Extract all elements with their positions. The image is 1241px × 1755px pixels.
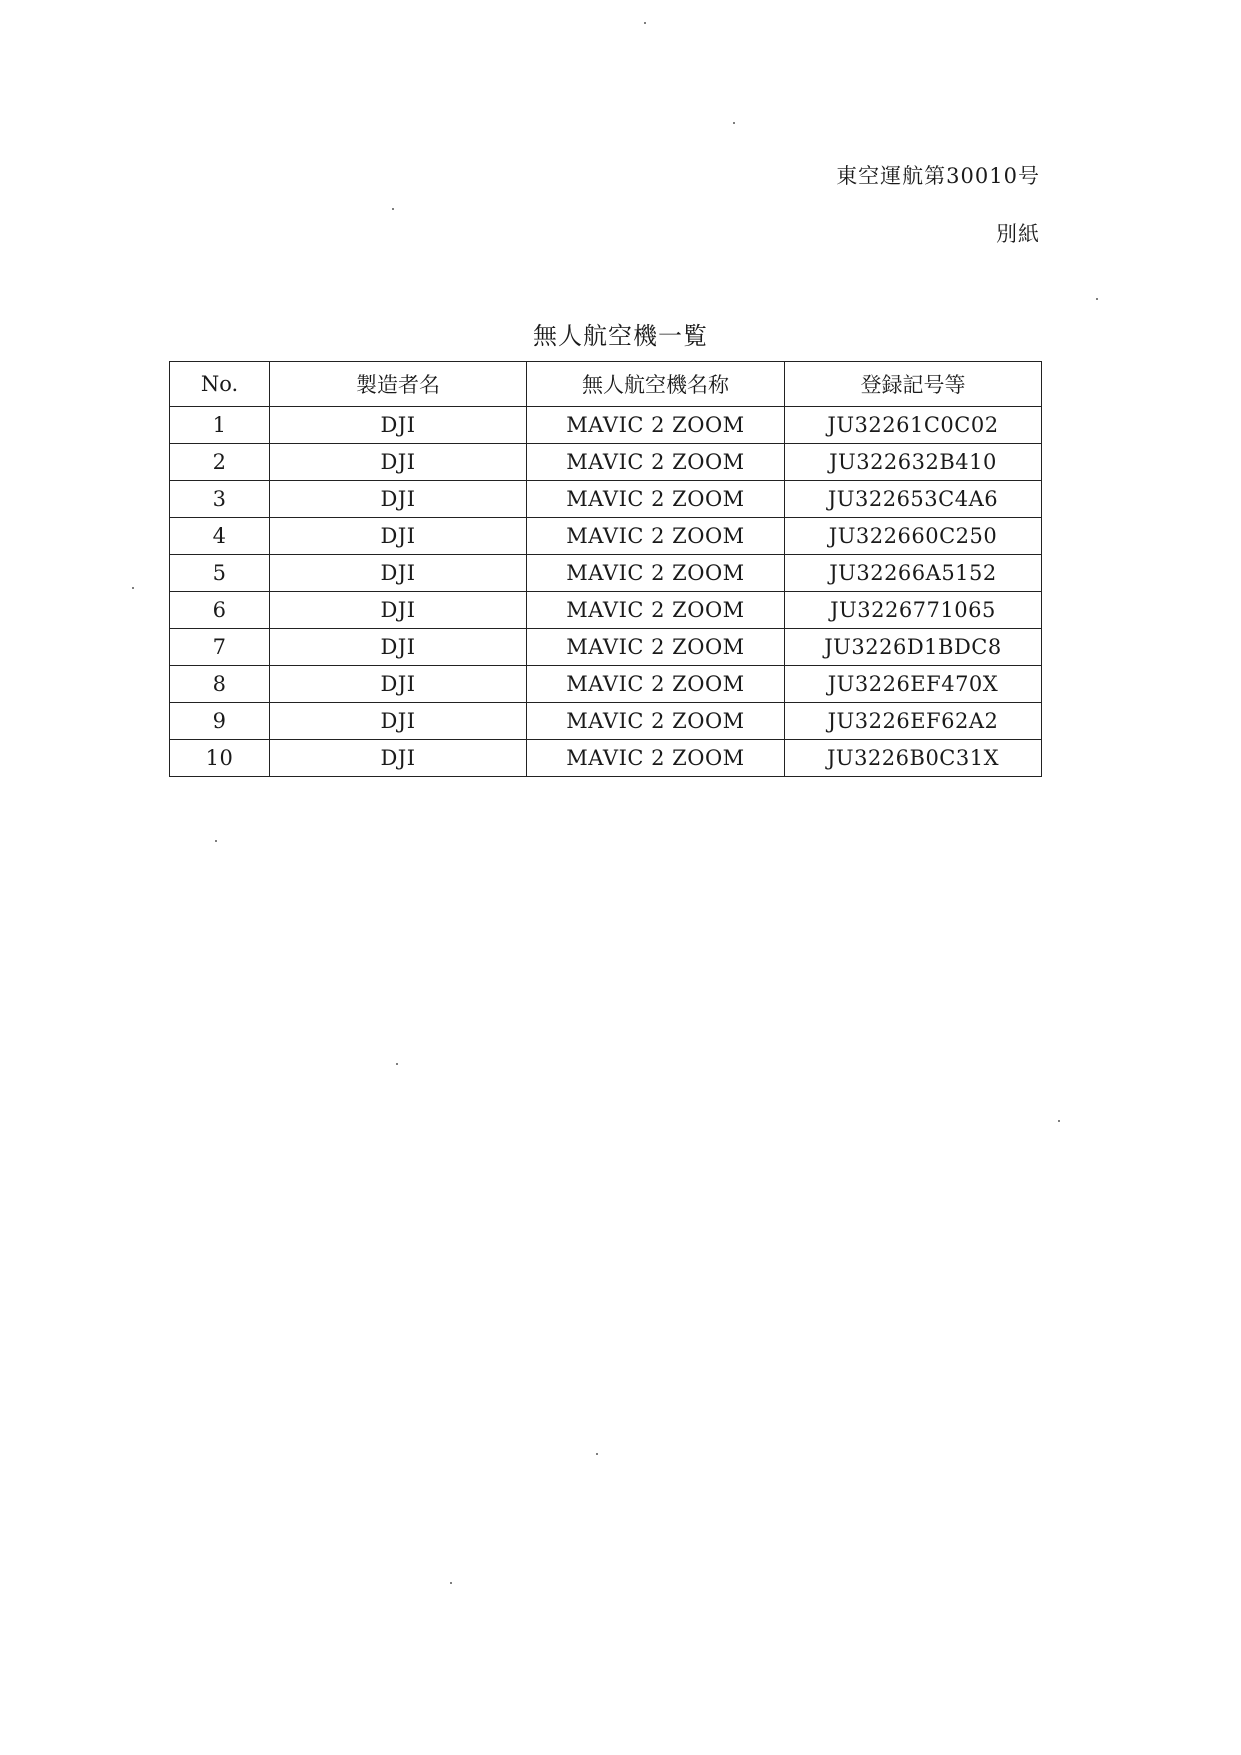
- scan-speck: [733, 122, 735, 124]
- scan-speck: [132, 587, 134, 589]
- table-row: [170, 481, 1042, 518]
- cell-registration: JU3226EF62A2: [785, 703, 1042, 740]
- column-header-no: No.: [170, 362, 270, 407]
- cell-no: 5: [170, 555, 270, 592]
- cell-registration: JU322660C250: [785, 518, 1042, 555]
- cell-manufacturer: DJI: [270, 518, 527, 555]
- cell-registration: JU3226EF470X: [785, 666, 1042, 703]
- table-row: [170, 703, 1042, 740]
- cell-no: 9: [170, 703, 270, 740]
- table-row: [170, 740, 1042, 777]
- cell-manufacturer: DJI: [270, 444, 527, 481]
- cell-manufacturer: DJI: [270, 592, 527, 629]
- cell-no: 6: [170, 592, 270, 629]
- cell-no: 3: [170, 481, 270, 518]
- column-header-registration: 登録記号等: [785, 362, 1042, 407]
- cell-no: 2: [170, 444, 270, 481]
- cell-drone-name: MAVIC 2 ZOOM: [527, 629, 785, 666]
- cell-manufacturer: DJI: [270, 740, 527, 777]
- table-body: [170, 407, 1042, 777]
- cell-manufacturer: DJI: [270, 555, 527, 592]
- table-row: [170, 592, 1042, 629]
- scan-speck: [644, 22, 646, 24]
- cell-drone-name: MAVIC 2 ZOOM: [527, 740, 785, 777]
- scan-speck: [596, 1453, 598, 1455]
- attachment-label: 別紙: [996, 222, 1040, 246]
- cell-no: 10: [170, 740, 270, 777]
- cell-drone-name: MAVIC 2 ZOOM: [527, 444, 785, 481]
- scan-speck: [215, 840, 217, 842]
- cell-manufacturer: DJI: [270, 481, 527, 518]
- scan-speck: [392, 208, 394, 210]
- table-row: [170, 407, 1042, 444]
- cell-registration: JU322632B410: [785, 444, 1042, 481]
- cell-manufacturer: DJI: [270, 666, 527, 703]
- cell-drone-name: MAVIC 2 ZOOM: [527, 592, 785, 629]
- cell-no: 1: [170, 407, 270, 444]
- cell-registration: JU3226B0C31X: [785, 740, 1042, 777]
- cell-registration: JU322653C4A6: [785, 481, 1042, 518]
- cell-no: 7: [170, 629, 270, 666]
- document-number: 東空運航第30010号: [836, 164, 1040, 188]
- cell-drone-name: MAVIC 2 ZOOM: [527, 481, 785, 518]
- cell-drone-name: MAVIC 2 ZOOM: [527, 555, 785, 592]
- table-row: [170, 444, 1042, 481]
- table-row: [170, 518, 1042, 555]
- cell-drone-name: MAVIC 2 ZOOM: [527, 407, 785, 444]
- cell-no: 4: [170, 518, 270, 555]
- table-header-row: [170, 362, 1042, 407]
- cell-manufacturer: DJI: [270, 407, 527, 444]
- column-header-drone-name: 無人航空機名称: [527, 362, 785, 407]
- column-header-manufacturer: 製造者名: [270, 362, 527, 407]
- cell-drone-name: MAVIC 2 ZOOM: [527, 666, 785, 703]
- table-row: [170, 629, 1042, 666]
- cell-drone-name: MAVIC 2 ZOOM: [527, 518, 785, 555]
- table-row: [170, 666, 1042, 703]
- cell-drone-name: MAVIC 2 ZOOM: [527, 703, 785, 740]
- table-row: [170, 555, 1042, 592]
- cell-registration: JU3226D1BDC8: [785, 629, 1042, 666]
- scan-speck: [396, 1063, 398, 1065]
- cell-registration: JU32266A5152: [785, 555, 1042, 592]
- cell-manufacturer: DJI: [270, 629, 527, 666]
- cell-manufacturer: DJI: [270, 703, 527, 740]
- scan-speck: [1058, 1120, 1060, 1122]
- page-title: 無人航空機一覧: [533, 322, 708, 350]
- cell-registration: JU32261C0C02: [785, 407, 1042, 444]
- cell-no: 8: [170, 666, 270, 703]
- scan-speck: [1096, 298, 1098, 300]
- cell-registration: JU3226771065: [785, 592, 1042, 629]
- scan-speck: [450, 1582, 452, 1584]
- drone-list-table: [169, 361, 1042, 777]
